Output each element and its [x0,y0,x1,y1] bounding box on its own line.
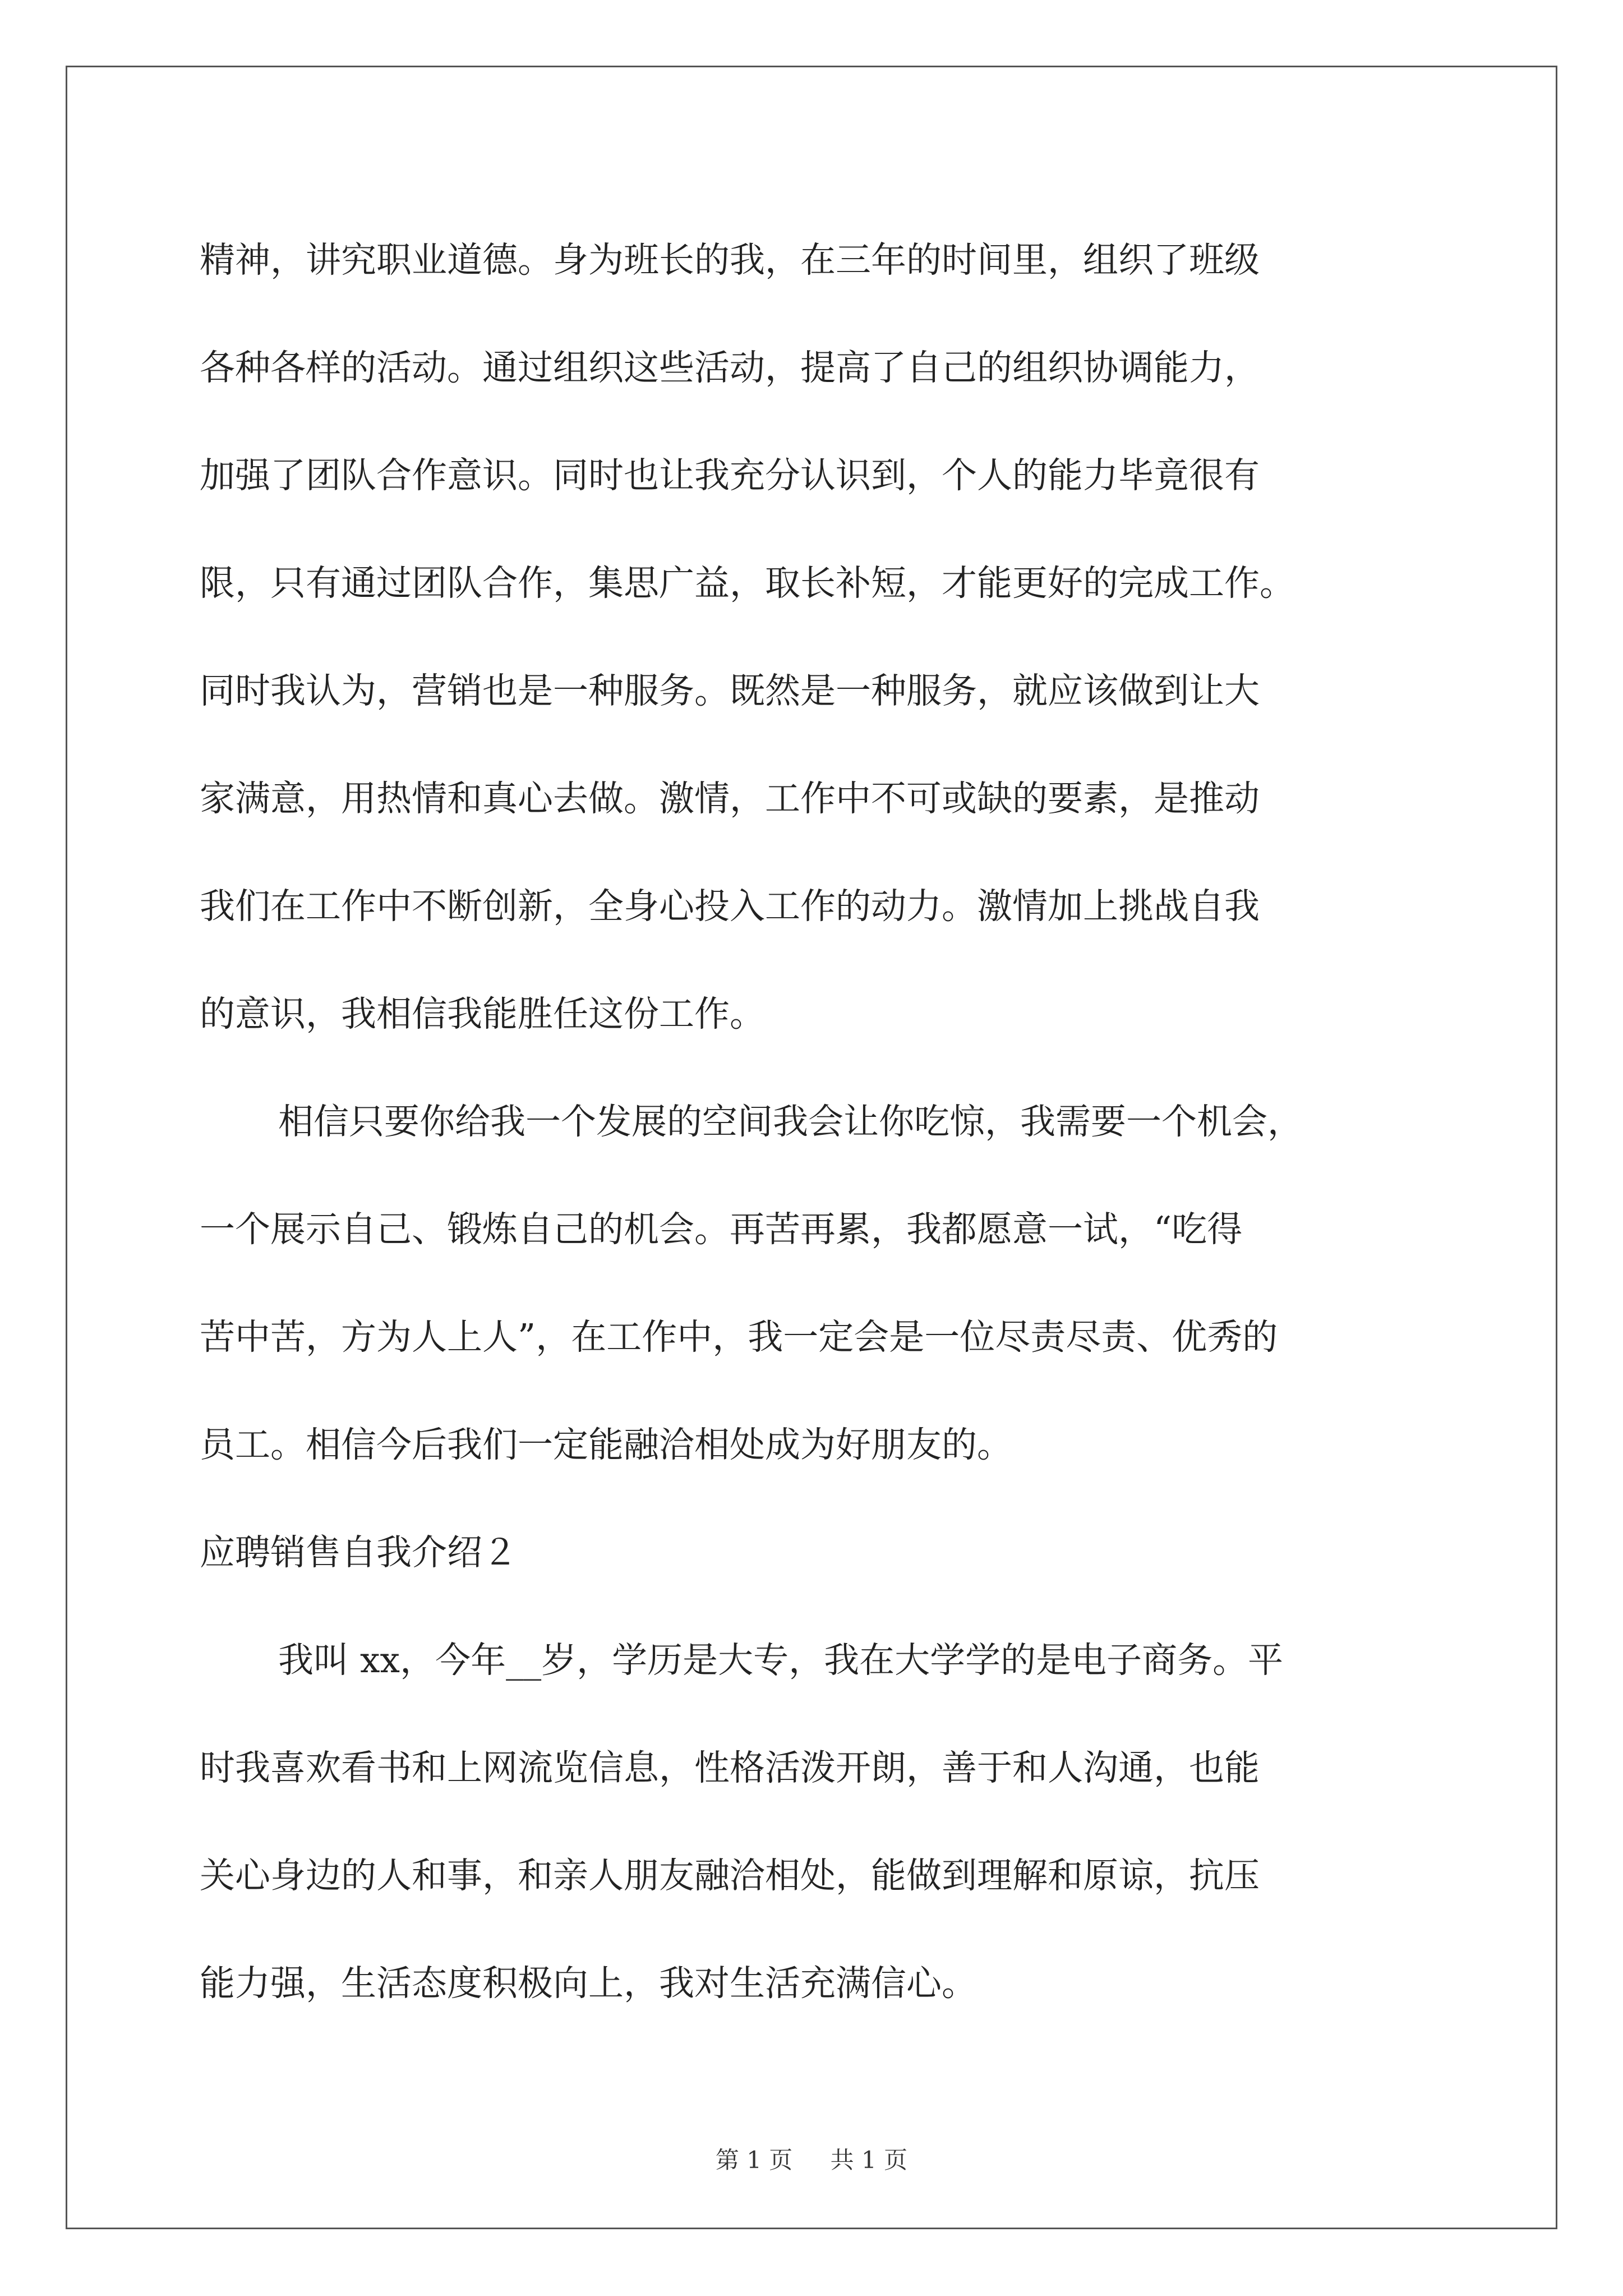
paragraph-3 [200,1607,1456,2037]
text-line: 家满意，用热情和真心去做。激情，工作中不可或缺的要素，是推动 [200,778,1260,819]
text-line: 各种各样的活动。通过组织这些活动，提高了自己的组织协调能力， [200,347,1260,388]
section-heading: 应聘销售自我介绍２ [200,1532,518,1573]
text-line: 我叫 xx，今年__岁，学历是大专，我在大学学的是电子商务。平 [278,1640,1284,1681]
page-number: 第 1 页 [715,2146,793,2174]
text-line: 关心身边的人和事，和亲人朋友融洽相处，能做到理解和原谅，抗压 [200,1855,1260,1896]
text-line: 一个展示自己、锻炼自己的机会。再苦再累，我都愿意一试，“吃得 [200,1209,1243,1250]
text-line: 时我喜欢看书和上网流览信息，性格活泼开朗，善于和人沟通，也能 [200,1747,1260,1788]
text-line: 同时我认为，营销也是一种服务。既然是一种服务，就应该做到让大 [200,670,1260,711]
page-footer [0,2142,1623,2175]
paragraph-1 [200,206,1456,1068]
text-line: 员工。相信今后我们一定能融洽相处成为好朋友的。 [200,1424,1012,1465]
text-line: 的意识，我相信我能胜任这份工作。 [200,993,765,1034]
page-total: 共 1 页 [830,2146,908,2174]
document-body [200,206,1456,2037]
text-line: 相信只要你给我一个发展的空间我会让你吃惊，我需要一个机会， [278,1101,1303,1142]
text-line: 能力强，生活态度积极向上，我对生活充满信心。 [200,1963,977,2004]
text-line: 苦中苦，方为人上人”，在工作中，我一定会是一位尽责尽责、优秀的 [200,1317,1278,1358]
text-line: 我们在工作中不断创新，全身心投入工作的动力。激情加上挑战自我 [200,886,1260,927]
text-line: 精神，讲究职业道德。身为班长的我，在三年的时间里，组织了班级 [200,240,1260,280]
text-line: 加强了团队合作意识。同时也让我充分认识到，个人的能力毕竟很有 [200,455,1260,496]
text-line: 限，只有通过团队合作，集思广益，取长补短，才能更好的完成工作。 [200,563,1295,604]
paragraph-2 [200,1068,1456,1499]
